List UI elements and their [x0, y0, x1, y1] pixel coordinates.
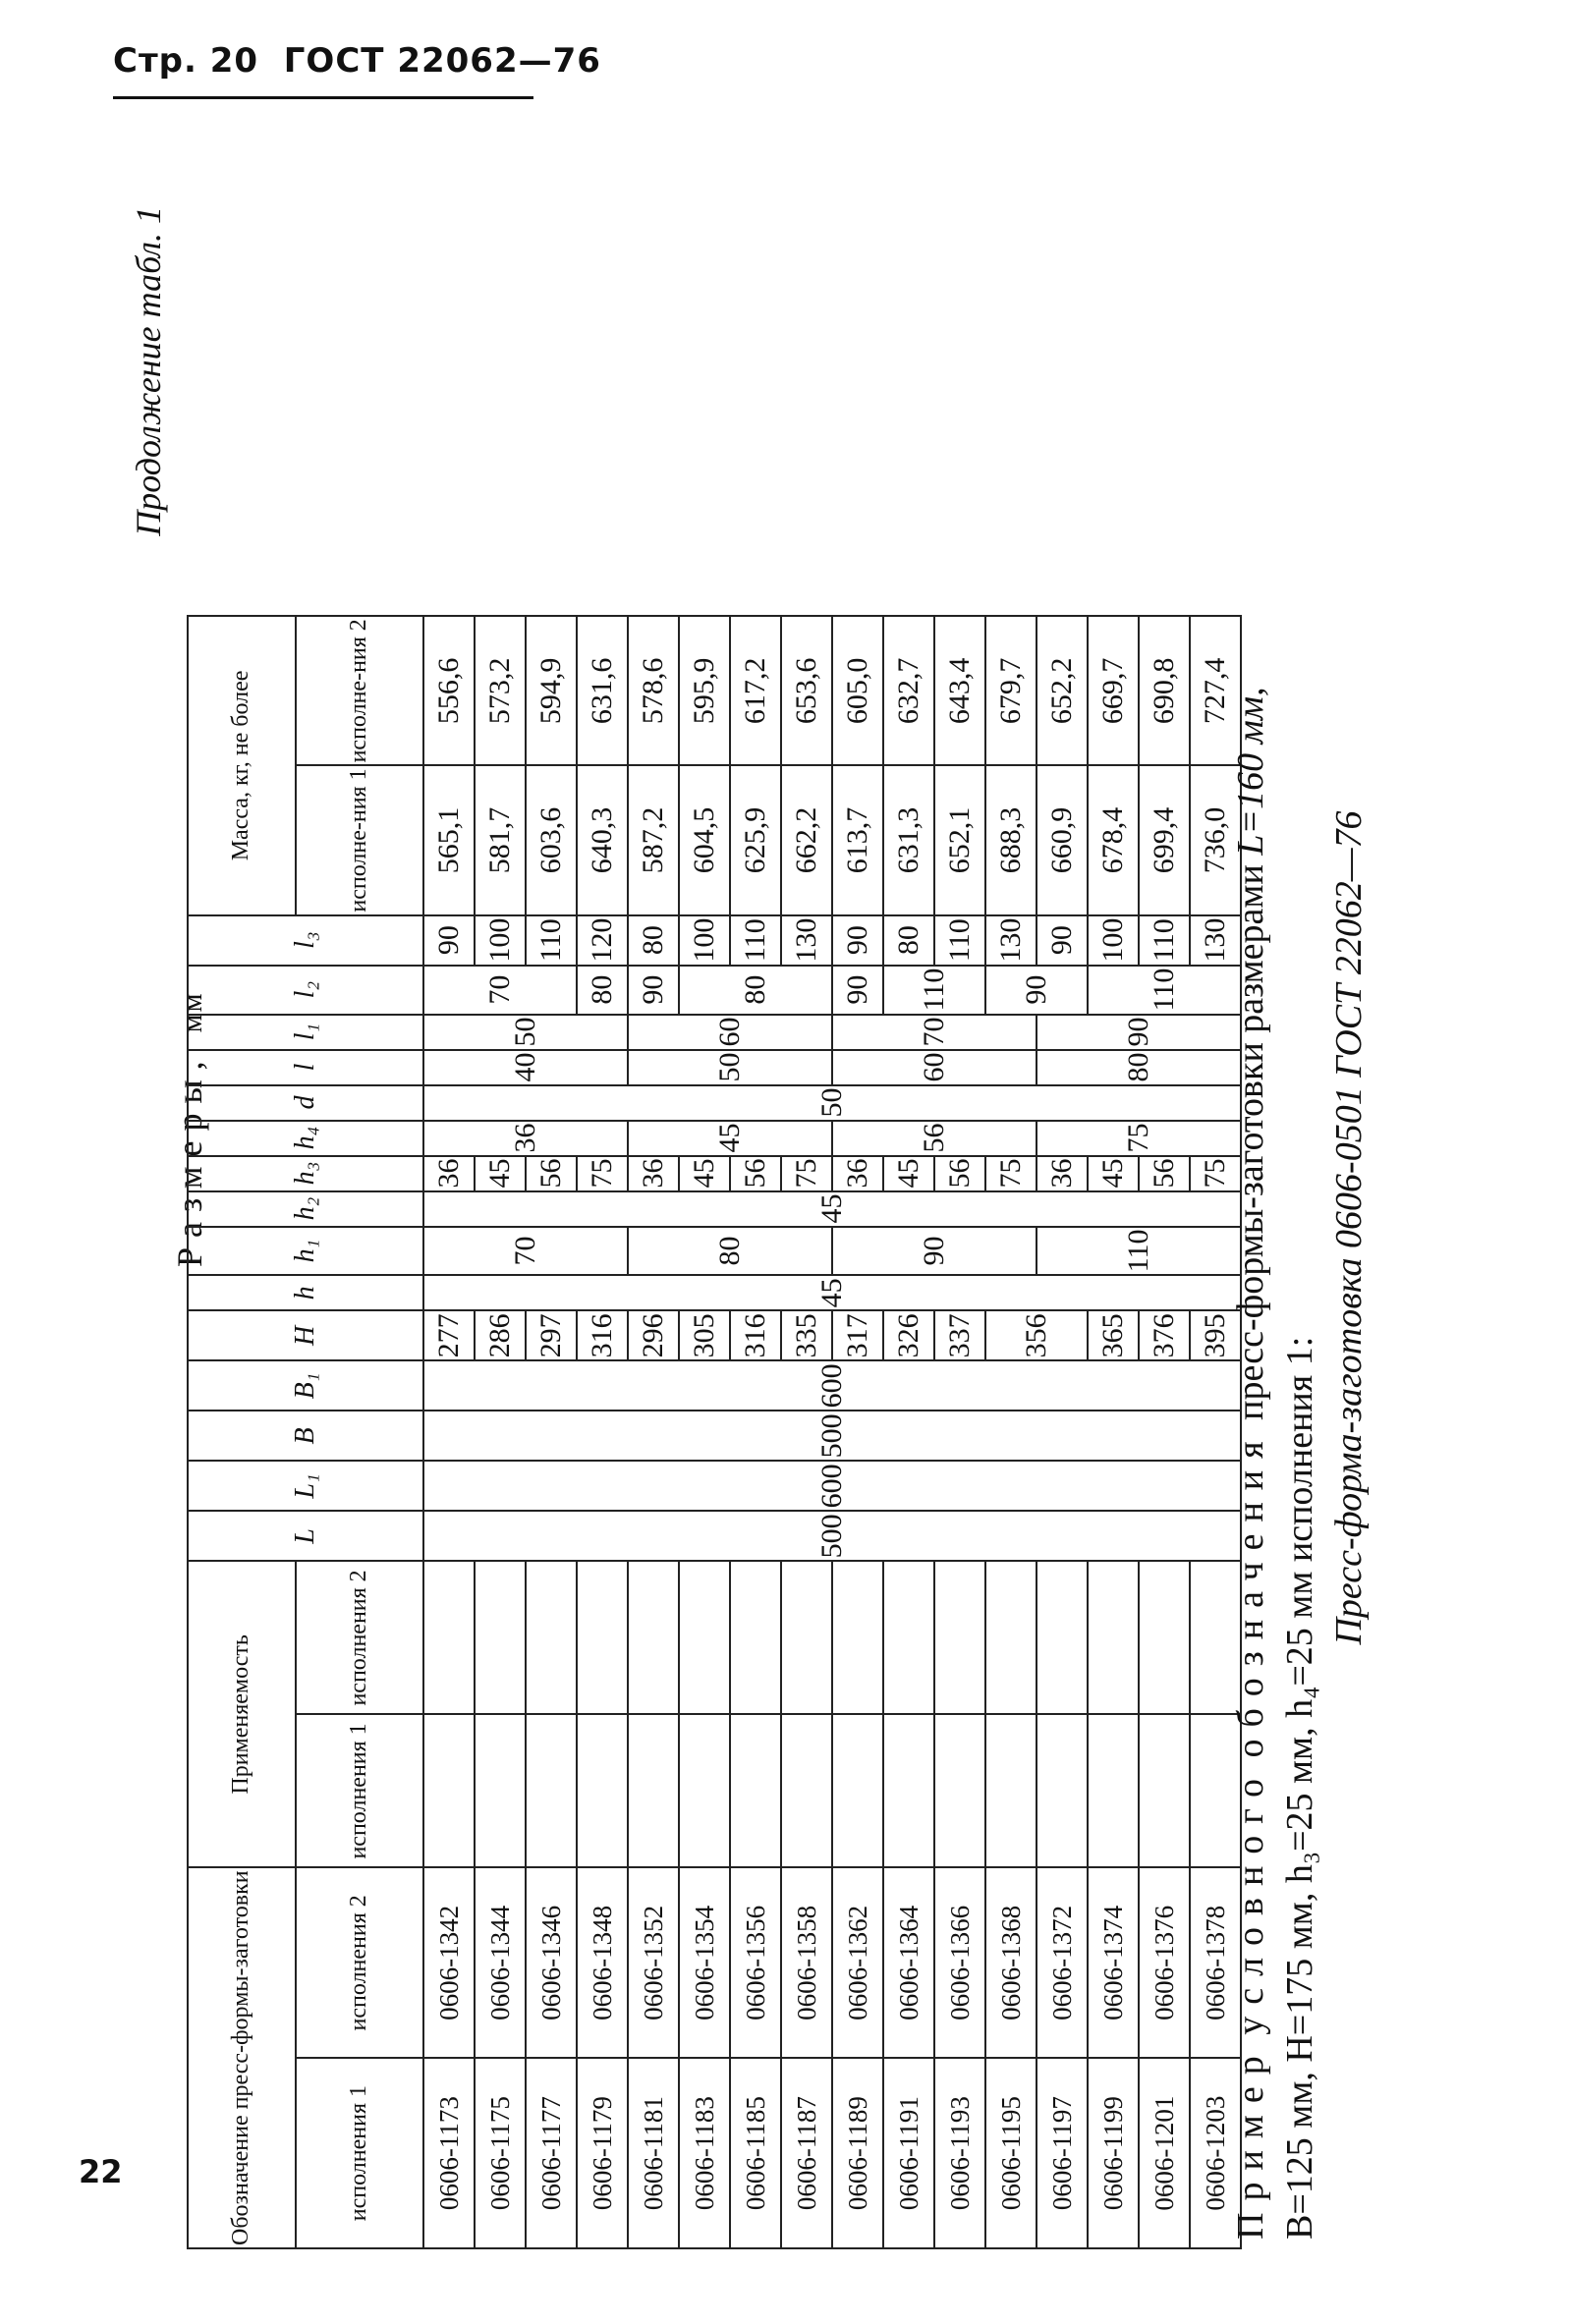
- cell-l2: 110: [883, 966, 985, 1015]
- cell-h3: 75: [781, 1156, 832, 1191]
- cell-l3: 100: [475, 915, 526, 966]
- cell-mass2: 594,9: [526, 616, 577, 765]
- cell-l3: 100: [1088, 915, 1139, 966]
- cell-app2: [883, 1561, 934, 1714]
- th-h4: h₄: [188, 1121, 423, 1156]
- page-label: Стр. 20: [113, 41, 259, 81]
- example-L: L=160 мм,: [1230, 687, 1271, 856]
- th-app1: исполнения 1: [296, 1714, 423, 1867]
- cell-exec1: 0606-1179: [577, 2058, 628, 2248]
- cell-H: 335: [781, 1310, 832, 1360]
- th-designation: Обозначение пресс-формы-заготовки: [188, 1867, 296, 2248]
- cell-app2: [730, 1561, 781, 1714]
- cell-app2: [1088, 1561, 1139, 1714]
- cell-h4: 45: [628, 1121, 832, 1156]
- cell-l2: 90: [628, 966, 679, 1015]
- cell-mass1: 603,6: [526, 765, 577, 914]
- cell-exec1: 0606-1187: [781, 2058, 832, 2248]
- cell-mass2: 643,4: [934, 616, 985, 765]
- cell-exec1: 0606-1189: [832, 2058, 883, 2248]
- cell-H: 326: [883, 1310, 934, 1360]
- cell-h3: 45: [883, 1156, 934, 1191]
- cell-H: 305: [679, 1310, 730, 1360]
- cell-mass1: 652,1: [934, 765, 985, 914]
- cell-h1: 110: [1037, 1227, 1241, 1276]
- cell-l3: 100: [679, 915, 730, 966]
- th-H: H: [188, 1310, 423, 1360]
- cell-h4: 36: [423, 1121, 628, 1156]
- cell-app1: [832, 1714, 883, 1867]
- cell-h3: 45: [1088, 1156, 1139, 1191]
- example-line-2: B=125 мм, H=175 мм, h₃=25 мм, h₄=25 мм исполнения 1:: [1279, 1336, 1320, 2240]
- th-B: B: [188, 1411, 423, 1461]
- cell-app1: [1037, 1714, 1088, 1867]
- example-word-uslovnogo: условного: [1230, 1767, 1271, 2035]
- th-L: L: [188, 1511, 423, 1561]
- th-h3: h₃: [188, 1156, 423, 1191]
- cell-mass1: 662,2: [781, 765, 832, 914]
- cell-l3: 110: [526, 915, 577, 966]
- continuation-label: Продолжение табл. 1: [129, 206, 168, 536]
- cell-mass2: 595,9: [679, 616, 730, 765]
- cell-h4: 75: [1037, 1121, 1241, 1156]
- cell-H: 277: [423, 1310, 475, 1360]
- cell-exec2: 0606-1368: [985, 1867, 1037, 2058]
- cell-h3: 36: [628, 1156, 679, 1191]
- table-body: [423, 616, 1241, 2248]
- example-designation: Пресс-форма-заготовка 0606-0501 ГОСТ 22062—76: [1328, 810, 1370, 1645]
- cell-mass1: 604,5: [679, 765, 730, 914]
- cell-h3: 45: [475, 1156, 526, 1191]
- cell-app2: [475, 1561, 526, 1714]
- cell-exec2: 0606-1372: [1037, 1867, 1088, 2058]
- cell-l3: 110: [730, 915, 781, 966]
- cell-H: 395: [1190, 1310, 1241, 1360]
- cell-l1: 90: [1037, 1015, 1241, 1050]
- th-h: h: [188, 1275, 423, 1310]
- cell-h3: 56: [934, 1156, 985, 1191]
- cell-l3: 110: [934, 915, 985, 966]
- th-exec1: исполнения 1: [296, 2058, 423, 2248]
- th-l1: l₁: [188, 1015, 423, 1050]
- th-mass1: исполне-ния 1: [296, 765, 423, 914]
- cell-exec2: 0606-1348: [577, 1867, 628, 2058]
- cell-mass2: 578,6: [628, 616, 679, 765]
- cell-mass2: 690,8: [1139, 616, 1190, 765]
- th-mass2: исполне-ния 2: [296, 616, 423, 765]
- cell-exec1: 0606-1193: [934, 2058, 985, 2248]
- cell-h1: 80: [628, 1227, 832, 1276]
- cell-l3: 130: [781, 915, 832, 966]
- cell-l3: 110: [1139, 915, 1190, 966]
- cell-app1: [730, 1714, 781, 1867]
- example-text: пресс-формы-заготовки размерами: [1230, 864, 1271, 1420]
- cell-H: 316: [730, 1310, 781, 1360]
- cell-exec2: 0606-1354: [679, 1867, 730, 2058]
- cell-exec1: 0606-1195: [985, 2058, 1037, 2248]
- cell-exec1: 0606-1191: [883, 2058, 934, 2248]
- cell-h3: 56: [730, 1156, 781, 1191]
- cell-app2: [628, 1561, 679, 1714]
- cell-app1: [628, 1714, 679, 1867]
- cell-h3: 56: [1139, 1156, 1190, 1191]
- cell-l2: 90: [985, 966, 1088, 1015]
- cell-app1: [475, 1714, 526, 1867]
- cell-exec1: 0606-1201: [1139, 2058, 1190, 2248]
- cell-app1: [781, 1714, 832, 1867]
- th-mass: Масса, кг, не более: [188, 616, 296, 914]
- cell-h3: 75: [577, 1156, 628, 1191]
- cell-app1: [883, 1714, 934, 1867]
- header-rule: [113, 96, 533, 99]
- cell-mass2: 652,2: [1037, 616, 1088, 765]
- cell-app2: [423, 1561, 475, 1714]
- cell-exec2: 0606-1378: [1190, 1867, 1241, 2058]
- cell-H: 286: [475, 1310, 526, 1360]
- cell-mass1: 640,3: [577, 765, 628, 914]
- cell-exec1: 0606-1181: [628, 2058, 679, 2248]
- cell-l2: 80: [679, 966, 832, 1015]
- cell-mass2: 573,2: [475, 616, 526, 765]
- cell-mass2: 605,0: [832, 616, 883, 765]
- cell-h: 45: [423, 1275, 1241, 1310]
- cell-app2: [1139, 1561, 1190, 1714]
- cell-mass2: 679,7: [985, 616, 1037, 765]
- th-l: l: [188, 1050, 423, 1085]
- cell-mass1: 688,3: [985, 765, 1037, 914]
- cell-l3: 80: [628, 915, 679, 966]
- cell-exec1: 0606-1203: [1190, 2058, 1241, 2248]
- cell-h4: 56: [832, 1121, 1037, 1156]
- cell-mass1: 587,2: [628, 765, 679, 914]
- cell-exec1: 0606-1173: [423, 2058, 475, 2248]
- cell-L: 500: [423, 1511, 1241, 1561]
- cell-mass2: 617,2: [730, 616, 781, 765]
- th-applicability: Применяемость: [188, 1561, 296, 1867]
- cell-l3: 90: [423, 915, 475, 966]
- example-word-oboznacheniya: обозначения: [1230, 1429, 1271, 1758]
- cell-H: 337: [934, 1310, 985, 1360]
- cell-app1: [423, 1714, 475, 1867]
- cell-app2: [679, 1561, 730, 1714]
- cell-l: 50: [628, 1050, 832, 1085]
- cell-mass1: 581,7: [475, 765, 526, 914]
- cell-l2: 90: [832, 966, 883, 1015]
- cell-mass1: 736,0: [1190, 765, 1241, 914]
- cell-l2: 110: [1088, 966, 1241, 1015]
- cell-app2: [526, 1561, 577, 1714]
- table-row: [423, 616, 475, 2248]
- cell-exec1: 0606-1183: [679, 2058, 730, 2248]
- cell-exec2: 0606-1376: [1139, 1867, 1190, 2058]
- th-L1: L₁: [188, 1461, 423, 1511]
- cell-h2: 45: [423, 1191, 1241, 1227]
- cell-l3: 130: [985, 915, 1037, 966]
- cell-exec2: 0606-1374: [1088, 1867, 1139, 2058]
- cell-mass1: 565,1: [423, 765, 475, 914]
- cell-app1: [679, 1714, 730, 1867]
- cell-exec2: 0606-1364: [883, 1867, 934, 2058]
- cell-exec2: 0606-1352: [628, 1867, 679, 2058]
- cell-mass1: 699,4: [1139, 765, 1190, 914]
- cell-mass1: 625,9: [730, 765, 781, 914]
- cell-app2: [832, 1561, 883, 1714]
- cell-d: 50: [423, 1085, 1241, 1121]
- cell-mass1: 613,7: [832, 765, 883, 914]
- cell-exec1: 0606-1185: [730, 2058, 781, 2248]
- cell-app1: [577, 1714, 628, 1867]
- cell-H: 376: [1139, 1310, 1190, 1360]
- cell-mass1: 660,9: [1037, 765, 1088, 914]
- th-d: d: [188, 1085, 423, 1121]
- cell-exec2: 0606-1356: [730, 1867, 781, 2058]
- cell-app1: [1139, 1714, 1190, 1867]
- cell-l: 40: [423, 1050, 628, 1085]
- th-l3: l₃: [188, 915, 423, 966]
- cell-mass2: 669,7: [1088, 616, 1139, 765]
- cell-l1: 60: [628, 1015, 832, 1050]
- cell-app1: [934, 1714, 985, 1867]
- cell-l3: 90: [1037, 915, 1088, 966]
- cell-h3: 56: [526, 1156, 577, 1191]
- cell-mass2: 631,6: [577, 616, 628, 765]
- cell-exec1: 0606-1199: [1088, 2058, 1139, 2248]
- cell-app2: [985, 1561, 1037, 1714]
- cell-H: 365: [1088, 1310, 1139, 1360]
- page-header: [113, 41, 601, 81]
- th-h1: h₁: [188, 1227, 423, 1276]
- gost-number: ГОСТ 22062—76: [283, 41, 601, 81]
- cell-exec2: 0606-1366: [934, 1867, 985, 2058]
- cell-l1: 50: [423, 1015, 628, 1050]
- cell-l3: 90: [832, 915, 883, 966]
- th-h2: h₂: [188, 1191, 423, 1227]
- cell-app1: [1088, 1714, 1139, 1867]
- dimensions-table: [187, 615, 1242, 2249]
- cell-app2: [934, 1561, 985, 1714]
- cell-H: 296: [628, 1310, 679, 1360]
- cell-h1: 90: [832, 1227, 1037, 1276]
- cell-l3: 130: [1190, 915, 1241, 966]
- cell-exec2: 0606-1362: [832, 1867, 883, 2058]
- cell-l: 80: [1037, 1050, 1241, 1085]
- cell-h3: 75: [985, 1156, 1037, 1191]
- cell-exec2: 0606-1346: [526, 1867, 577, 2058]
- cell-mass2: 556,6: [423, 616, 475, 765]
- cell-mass1: 631,3: [883, 765, 934, 914]
- cell-app2: [577, 1561, 628, 1714]
- cell-app1: [526, 1714, 577, 1867]
- cell-l2: 80: [577, 966, 628, 1015]
- cell-B: 500: [423, 1411, 1241, 1461]
- cell-app2: [1037, 1561, 1088, 1714]
- th-l2: l₂: [188, 966, 423, 1015]
- cell-h3: 36: [832, 1156, 883, 1191]
- cell-H: 316: [577, 1310, 628, 1360]
- cell-h3: 75: [1190, 1156, 1241, 1191]
- cell-mass2: 727,4: [1190, 616, 1241, 765]
- cell-mass2: 653,6: [781, 616, 832, 765]
- cell-exec2: 0606-1342: [423, 1867, 475, 2058]
- rotated-content: [128, 206, 1523, 2249]
- cell-H: 297: [526, 1310, 577, 1360]
- th-app2: исполнения 2: [296, 1561, 423, 1714]
- page-number: 22: [79, 2153, 123, 2190]
- cell-mass2: 632,7: [883, 616, 934, 765]
- cell-exec1: 0606-1197: [1037, 2058, 1088, 2248]
- cell-l3: 120: [577, 915, 628, 966]
- cell-exec2: 0606-1344: [475, 1867, 526, 2058]
- example-word-primer: Пример: [1230, 2044, 1271, 2240]
- cell-h3: 45: [679, 1156, 730, 1191]
- cell-H: 317: [832, 1310, 883, 1360]
- cell-app1: [985, 1714, 1037, 1867]
- cell-l3: 80: [883, 915, 934, 966]
- th-exec2: исполнения 2: [296, 1867, 423, 2058]
- cell-l1: 70: [832, 1015, 1037, 1050]
- sizes-unit: мм: [176, 991, 208, 1033]
- th-B1: B₁: [188, 1360, 423, 1411]
- cell-h3: 36: [423, 1156, 475, 1191]
- example-line-1: [1226, 216, 1275, 2240]
- cell-app2: [781, 1561, 832, 1714]
- cell-exec1: 0606-1175: [475, 2058, 526, 2248]
- cell-mass1: 678,4: [1088, 765, 1139, 914]
- cell-B1: 600: [423, 1360, 1241, 1411]
- cell-l2: 70: [423, 966, 577, 1015]
- cell-exec1: 0606-1177: [526, 2058, 577, 2248]
- cell-l: 60: [832, 1050, 1037, 1085]
- example-block: [1226, 216, 1373, 2240]
- cell-h1: 70: [423, 1227, 628, 1276]
- cell-h3: 36: [1037, 1156, 1088, 1191]
- sizes-title-text: Размеры,: [170, 1051, 209, 1267]
- cell-L1: 600: [423, 1461, 1241, 1511]
- cell-exec2: 0606-1358: [781, 1867, 832, 2058]
- cell-H: 356: [985, 1310, 1088, 1360]
